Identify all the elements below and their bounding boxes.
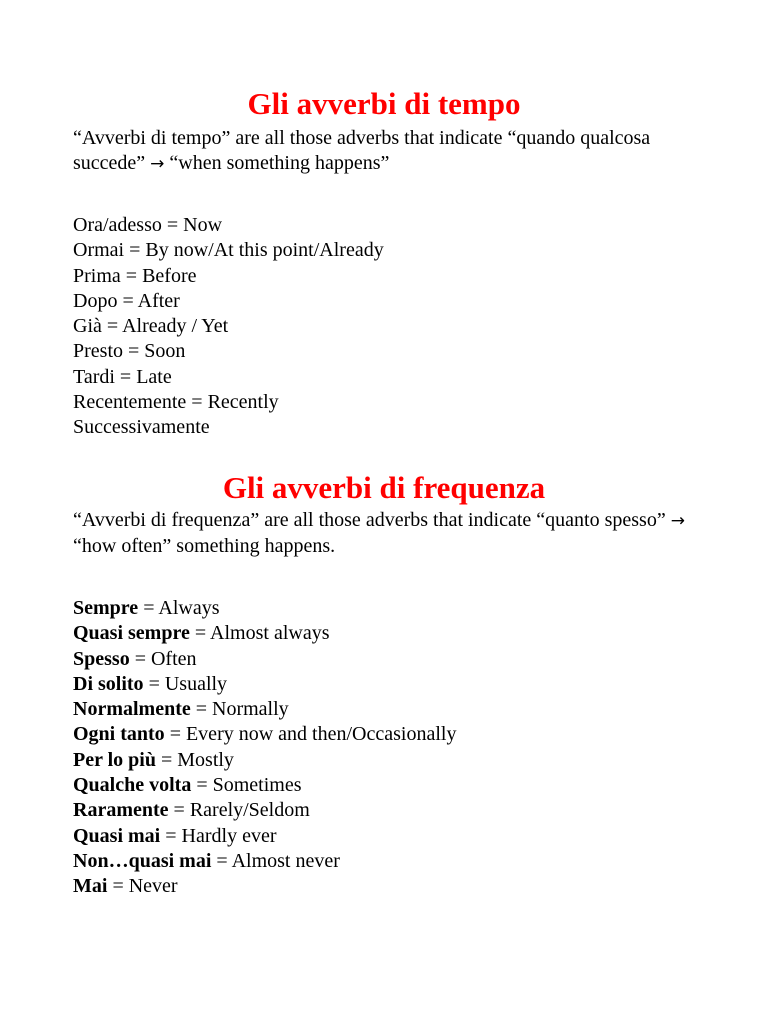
frequenza-title: Gli avverbi di frequenza <box>222 470 546 505</box>
equals-separator: = <box>211 849 232 872</box>
adverb-meaning: Mostly <box>177 748 234 771</box>
adverb-meaning: Hardly ever <box>181 824 277 847</box>
equals-separator: = <box>164 723 186 746</box>
adverb-meaning: Soon <box>144 340 186 363</box>
list-item <box>73 415 713 440</box>
equals-separator: = <box>124 239 146 262</box>
list-item <box>73 339 713 364</box>
adverb-term: Presto <box>73 340 123 363</box>
list-item <box>73 722 713 747</box>
equals-separator: = <box>155 748 178 771</box>
adverb-term: Successivamente <box>73 416 210 439</box>
adverb-meaning: Late <box>136 365 172 388</box>
adverb-term: Raramente <box>73 799 169 822</box>
equals-separator: = <box>186 391 208 414</box>
adverb-term: Mai <box>73 875 108 898</box>
list-item <box>73 647 713 672</box>
adverb-term: Quasi sempre <box>73 622 190 645</box>
adverb-meaning: Every now and then/Occasionally <box>185 723 457 746</box>
adverb-meaning: Rarely/Seldom <box>189 799 310 822</box>
equals-separator: = <box>190 698 213 721</box>
list-item <box>73 264 713 289</box>
list-item <box>73 874 713 899</box>
adverb-term: Non…quasi mai <box>73 849 212 872</box>
adverb-meaning: Normally <box>212 698 289 721</box>
right-arrow-icon: → <box>150 154 165 174</box>
adverb-term: Ora/adesso <box>73 214 162 236</box>
equals-separator: = <box>168 799 190 822</box>
equals-separator: = <box>189 622 211 645</box>
adverb-meaning: Never <box>128 875 178 898</box>
equals-separator: = <box>107 875 129 898</box>
adverb-meaning: Always <box>158 597 220 619</box>
adverb-term: Recentemente <box>73 391 187 414</box>
list-item <box>73 238 713 263</box>
adverb-meaning: Before <box>142 264 197 287</box>
adverb-meaning: Recently <box>207 391 279 414</box>
adverb-term: Tardi <box>73 365 115 388</box>
adverb-term: Spesso <box>73 647 130 670</box>
list-item <box>73 621 713 646</box>
equals-separator: = <box>160 824 182 847</box>
tempo-intro <box>73 126 723 177</box>
adverb-term: Normalmente <box>73 698 191 721</box>
list-item <box>73 390 713 415</box>
adverb-term: Ogni tanto <box>73 723 165 746</box>
equals-separator: = <box>117 289 138 312</box>
equals-separator: = <box>123 340 145 363</box>
frequenza-intro-text: “Avverbi di frequenza” are all those adverbs that indicate “quanto spesso” <box>73 509 666 531</box>
adverb-meaning: Sometimes <box>212 774 302 797</box>
list-item <box>73 697 713 722</box>
frequenza-intro-translation: “how often” something happens. <box>73 535 336 557</box>
adverb-term: Qualche volta <box>73 774 192 797</box>
adverb-term: Prima <box>73 264 121 287</box>
tempo-intro-text: “Avverbi di tempo” are all those adverbs that indicate “quando qualcosa succede” <box>73 127 651 174</box>
adverb-term: Già <box>73 315 102 338</box>
equals-separator: = <box>129 647 151 670</box>
adverb-term: Dopo <box>73 289 118 312</box>
equals-separator: = <box>161 214 184 236</box>
adverb-meaning: After <box>137 289 180 312</box>
adverb-meaning: Already / Yet <box>122 315 229 338</box>
adverb-meaning: Often <box>150 647 197 670</box>
equals-separator: = <box>191 774 213 797</box>
tempo-adverb-list <box>73 213 713 441</box>
adverb-meaning: Almost never <box>231 849 340 872</box>
list-item <box>73 672 713 697</box>
equals-separator: = <box>114 365 137 388</box>
frequenza-intro <box>73 508 723 559</box>
equals-separator: = <box>101 315 123 338</box>
list-item <box>73 314 713 339</box>
adverb-meaning: Usually <box>164 672 228 695</box>
list-item <box>73 365 713 390</box>
frequenza-adverb-list <box>73 596 713 900</box>
list-item <box>73 289 713 314</box>
tempo-intro-translation: “when something happens” <box>169 152 390 174</box>
adverb-term: Quasi mai <box>73 824 161 847</box>
list-item <box>73 596 713 621</box>
adverb-meaning: Now <box>183 214 223 236</box>
adverb-term: Di solito <box>73 672 144 695</box>
adverb-meaning: By now/At this point/Already <box>145 239 384 262</box>
adverb-term: Ormai <box>73 239 125 262</box>
list-item <box>73 773 713 798</box>
adverb-term: Per lo più <box>73 748 156 771</box>
list-item <box>73 849 713 874</box>
equals-separator: = <box>143 672 165 695</box>
list-item <box>73 824 713 849</box>
list-item <box>73 213 713 238</box>
list-item <box>73 798 713 823</box>
list-item <box>73 748 713 773</box>
adverb-meaning: Almost always <box>210 622 330 645</box>
tempo-title: Gli avverbi di tempo <box>247 86 521 121</box>
equals-separator: = <box>120 264 143 287</box>
right-arrow-icon: → <box>670 511 685 531</box>
equals-separator: = <box>138 597 159 619</box>
adverb-term: Sempre <box>73 597 139 619</box>
